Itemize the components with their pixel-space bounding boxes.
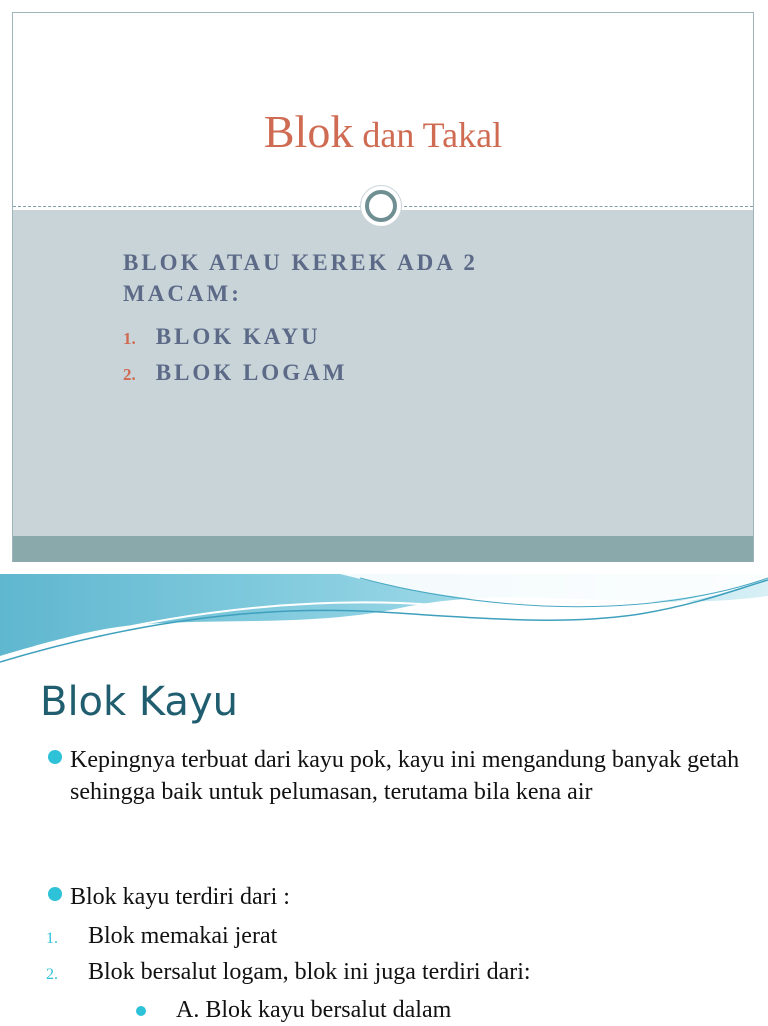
list-item — [123, 324, 321, 350]
list-item — [46, 956, 531, 991]
list-item-text: BLOK KAYU — [155, 324, 321, 349]
title-area — [13, 13, 753, 206]
list-number: 1. — [123, 329, 136, 348]
list-number: 1. — [46, 930, 58, 947]
list-item — [123, 360, 347, 386]
footer-band — [13, 536, 753, 562]
bullet-text: Blok kayu terdiri dari : — [70, 884, 290, 910]
slide-heading: Blok Kayu — [40, 679, 238, 725]
bullet-icon — [48, 750, 62, 764]
wave-header-decoration — [0, 574, 768, 664]
title-word-dan-takal: dan Takal — [353, 115, 503, 155]
bullet-icon — [48, 887, 62, 901]
ring-ornament-icon — [360, 185, 402, 227]
title-word-blok: Blok — [263, 106, 354, 157]
list-item-text: BLOK LOGAM — [155, 360, 348, 385]
sub-bullet-icon — [136, 1006, 146, 1016]
slide-content — [0, 574, 768, 1024]
list-number: 2. — [123, 365, 136, 384]
bullet-text: Kepingnya terbuat dari kayu pok, kayu ini mengandung banyak getah sehingga baik untuk pelumasan, terutama bila kena air — [70, 747, 740, 805]
list-number: 2. — [46, 966, 58, 983]
list-item-text: Blok bersalut logam, blok ini juga terdiri dari: — [88, 959, 531, 985]
list-item-text: Blok memakai jerat — [88, 923, 278, 949]
sub-list-item: A. Blok kayu bersalut dalam — [176, 997, 452, 1023]
slide-title — [12, 12, 754, 562]
subtitle-text: BLOK ATAU KEREK ADA 2 MACAM: — [123, 250, 478, 306]
slide-title-heading — [13, 106, 753, 157]
list-item — [46, 920, 277, 955]
